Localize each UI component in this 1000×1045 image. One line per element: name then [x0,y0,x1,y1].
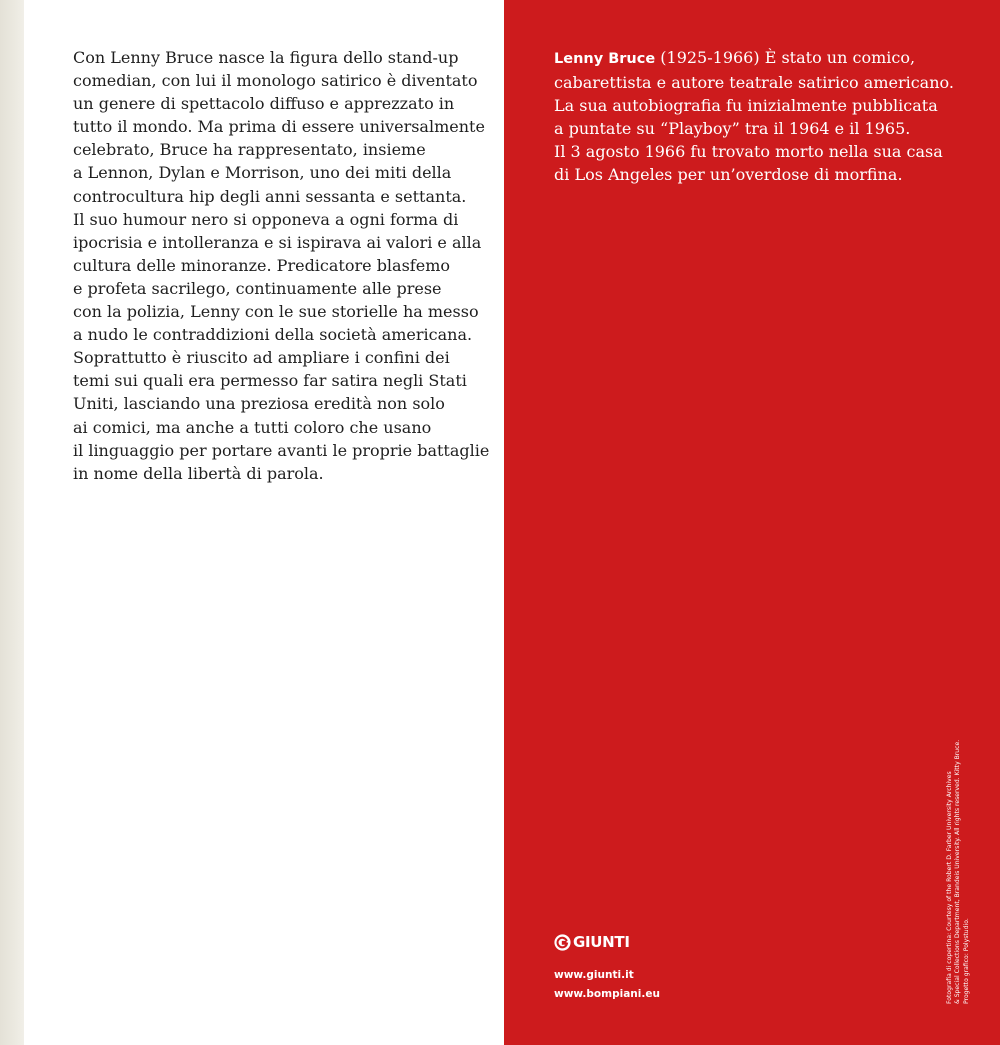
credit-line: Progetto grafico: Polystudio. [962,918,970,1004]
blurb-line: cultura delle minoranze. Predicatore blasfemo [73,255,450,275]
photo-credits [946,740,971,1004]
blurb-line: Il suo humour nero si opponeva a ogni forma di [73,209,459,229]
blurb-line: tutto il mondo. Ma prima di essere universalmente [73,117,485,137]
bio-line: Il 3 agosto 1966 fu trovato morto nella sua casa [554,142,943,162]
credit-line: Fotografia di copertina: Courtesy of the Robert D. Farber University Archives [946,771,953,1004]
blurb-line: ai comici, ma anche a tutti coloro che usano [73,417,432,437]
blurb-line: con la polizia, Lenny con le sue storielle ha messo [73,302,479,322]
blurb-line: temi sui quali era permesso far satira negli Stati [73,371,467,391]
blurb-line: ipocrisia e intolleranza e si ispirava ai valori e alla [73,232,482,252]
bio-line: La sua autobiografia fu inizialmente pubblicata [554,96,938,116]
author-bio [554,46,974,187]
blurb-line: e profeta sacrilego, continuamente alle prese [73,278,442,298]
author-name: Lenny Bruce [554,51,656,67]
publisher-name: GIUNTI [573,933,630,951]
bio-line: di Los Angeles per un’overdose di morfina. [554,165,903,185]
spine-edge [0,0,24,1045]
blurb-line: Con Lenny Bruce nasce la figura dello stand-up [73,48,459,67]
publisher-urls [554,966,660,1004]
blurb-line: controcultura hip degli anni sessanta e settanta. [73,186,467,206]
blurb-line: Uniti, lasciando una preziosa eredità non solo [73,394,445,414]
blurb-line: Soprattutto è riuscito ad ampliare i confini dei [73,348,450,368]
blurb-line: in nome della libertà di parola. [73,463,324,483]
publisher-url: www.bompiani.eu [554,988,660,1000]
credit-line: & Special Collections Department, Brandeis University. All rights reserved. Kitty Bruce. [954,739,962,1004]
bio-dates-text: (1925-1966) È stato un comico, [655,48,916,67]
blurb-line: a Lennon, Dylan e Morrison, uno dei miti della [73,163,452,183]
blurb-line: il linguaggio per portare avanti le proprie battaglie [73,440,490,460]
blurb-line: celebrato, Bruce ha rappresentato, insieme [73,140,426,160]
blurb-text [73,46,493,485]
publisher-url: www.giunti.it [554,969,634,981]
blurb-line: a nudo le contraddizioni della società americana. [73,325,473,345]
bio-line: cabarettista e autore teatrale satirico americano. [554,73,954,93]
blurb-line: un genere di spettacolo diffuso e apprezzato in [73,94,455,114]
bio-line: a puntate su “Playboy” tra il 1964 e il 1965. [554,119,911,139]
giunti-g-icon [554,934,571,951]
publisher-logo [554,934,630,951]
blurb-line: comedian, con lui il monologo satirico è diventato [73,71,478,91]
bio-first-line [554,46,974,71]
